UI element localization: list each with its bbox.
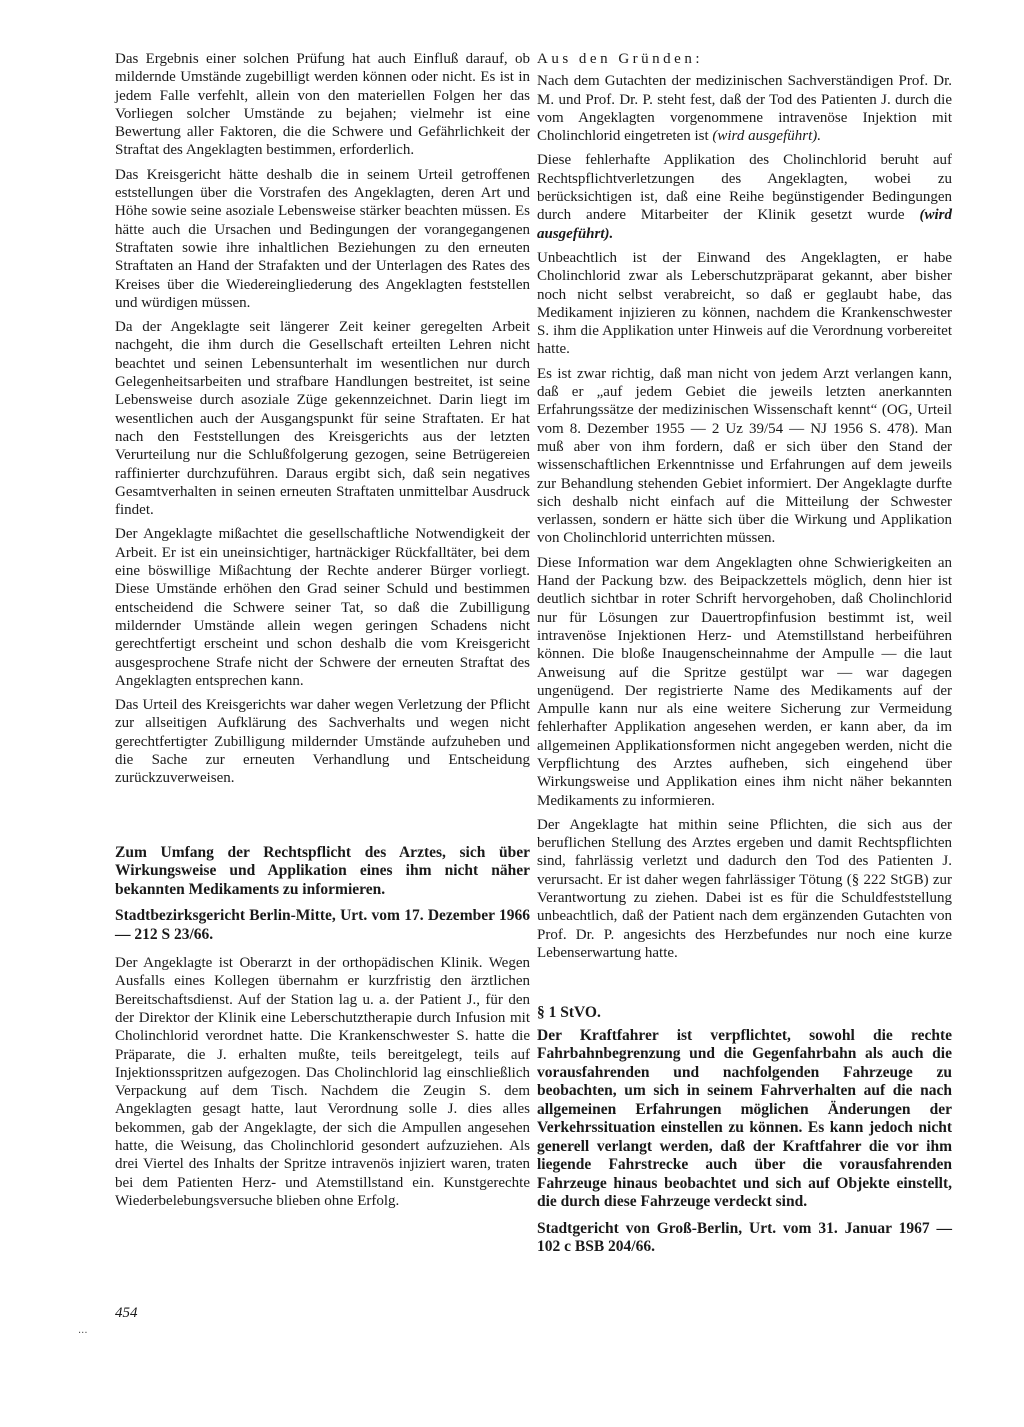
paragraph: Der Angeklagte mißachtet die gesellschaftliche Notwendigkeit der Arbeit. Er ist ein uneinsichtiger, hartnäckiger Rückfalltäter, bei dem eine böswillige Mißachtung der Rechte anderer Bürger vorliegt. Diese Umstände erhöhen den Grad seiner Schuld und bestimmen entscheidend die Schwere seiner Tat, so daß die Zubilligung mildernder Umstände allein wegen geringen Schadens nicht gerechtfertigt erscheint und schon deshalb die vom Kreisgericht ausgesprochene Strafe nicht der Schwere der erneuten Straftat des Angeklagten entsprechen kann. [115,526,530,689]
paragraph: Der Angeklagte hat mithin seine Pflichten, die sich aus der beruflichen Stellung des Arztes ergeben und damit Rechtspflichten sind, fahrlässig verletzt und dadurch den Tod des Patienten J. verursacht. Er ist daher wegen fahrlässiger Tötung (§ 222 StGB) zur Verantwortung zu ziehen. Dabei ist es für die Schuldfeststellung unbeachtlich, daß der Patient nach dem ergänzenden Gutachten von Prof. Dr. P. angesichts des Herzbefundes nur noch eine kurze Lebenserwartung hatte. [537,816,952,961]
paragraph: Das Urteil des Kreisgerichts war daher wegen Verletzung der Pflicht zur allseitigen Aufklärung des Sachverhalts und wegen nicht gerechtfertigter Zubilligung mildernder Umstände aufzuheben und die Sache zur erneuten Verhandlung und Entscheidung zurückzuverweisen. [115,697,530,787]
section-heading: Zum Umfang der Rechtspflicht des Arztes, sich über Wirkungsweise und Applikation eines ihm nicht näher bekannten Medikaments zu informieren. [115,843,530,898]
court-citation: Stadtbezirksgericht Berlin-Mitte, Urt. vom 17. Dezember 1966 — 212 S 23/66. [115,907,530,943]
paragraph: Der Angeklagte ist Oberarzt in der orthopädischen Klinik. Wegen Ausfalls eines Kollegen übernahm er kurzfristig den ärztlichen Bereitschaftsdienst. Auf der Station lag u. a. der Patient J., für den der Direktor der Klinik eine Leberschutztherapie durch Infusion mit Cholinchlorid verordnet hatte. Die Krankenschwester S. hatte die Präparate, die J. erhalten mußte, teils bereitgelegt, teils auf Injektionsspritzen aufgezogen. Das Cholinchlorid lag einschließlich Verpackung auf dem Tisch. Nachdem die Zeugin S. dem Angeklagten gesagt hatte, laut Verordnung solle J. dies alles bekommen, gab der Angeklagte, der sich die Ampullen angesehen hatte, die Weisung, das Cholinchlorid gesondert aufzuziehen. Als drei Viertel des Inhalts der Spritze intravenös injiziert waren, traten bei dem Patienten Herz- und Atemstillstand ein. Kunstgerechte Wiederbelebungsversuche blieben ohne Erfolg. [115,955,530,1209]
paragraph [537,72,952,145]
paragraph: Es ist zwar richtig, daß man nicht von jedem Arzt verlangen kann, daß er „auf jedem Gebiet die jeweils letzten anerkannten Erfahrungssätze der medizinischen Wissenschaft kennt“ (OG, Urteil vom 8. Dezember 1955 — 2 Uz 39/54 — NJ 1956 S. 478). Man muß aber von ihm fordern, daß er sich über den Stand der wissenschaftlichen Erkenntnisse und Erfahrungen auf dem jeweils zur Behandlung stehenden Gebiet informiert. Der Angeklagte durfte sich deshalb nicht einfach auf die Mitteilung der Schwester verlassen, sondern er hätte sich über die Wirkung und Applikation von Cholinchlorid unterrichten müssen. [537,365,952,547]
section-gap [537,968,952,1004]
paragraph-note: (wird ausgeführt). [537,207,952,242]
page-number: 454 [115,1305,138,1321]
section-heading: § 1 StVO. [537,1004,601,1022]
paragraph: Da der Angeklagte seit längerer Zeit keiner geregelten Arbeit nachgeht, die ihm durch die Gesellschaft erteilten Lehren nicht beachtet und seinen Lebensunterhalt im wesentlichen nur durch Gelegenheitsarbeiten und strafbare Handlungen bestreitet, ist seine Lebensweise durch asoziale Züge gekennzeichnet. Darin liegt im wesentlichen auch der Ausgangspunkt für seine Straftaten. Er hat nach den Feststellungen des Kreisgerichts aus der letzten Verurteilung nur die Schlußfolgerung gezogen, seine Betrügereien raffinierter durchzuführen. Daraus ergibt sich, daß sein negatives Gesamtverhalten in seinen erneuten Straftaten unmittelbar Ausdruck findet. [115,319,530,519]
paragraph: Das Ergebnis einer solchen Prüfung hat auch Einfluß darauf, ob mildernde Umstände zugebilligt werden können oder nicht. Es ist in jedem Falle verfehlt, allein von den materiellen Folgen her das Vorliegen solcher Umstände zu bejahen; vielmehr ist eine Bewertung aller Faktoren, die die Schwere und Gefährlichkeit der Straftat des Angeklagten bestimmen, erforderlich. [115,51,530,159]
paragraph: Unbeachtlich ist der Einwand des Angeklagten, er habe Cholinchlorid zwar als Leberschutzpräparat gekannt, aber bisher noch nicht selbst verabreicht, so daß er geglaubt habe, das Medikament injizieren zu können, nachdem die Krankenschwester S. ihm die Applikation unter Hinweis auf die Verordnung vorbereitet hatte. [537,249,952,358]
paragraph-text: Nach dem Gutachten der medizinischen Sachverständigen Prof. Dr. M. und Prof. Dr. P. steht fest, daß der Tod des Patienten J. durch die vom Angeklagten vorgenommene intravenöse Injektion mit Cholinchlorid eingetreten ist [537,73,952,145]
section-gap [115,794,530,844]
paragraph-text: Diese fehlerhafte Applikation des Cholinchlorid beruht auf Rechtspflichtverletzungen des Angeklagten, wobei zu berücksichtigen ist, daß eine Reihe begünstigender Bedingungen durch andere Mitarbeiter der Klinik gesetzt wurde [537,152,952,224]
section-label: Aus den Gründen: [537,51,703,67]
paragraph-note: (wird ausgeführt). [712,128,822,145]
court-citation: Stadtgericht von Groß-Berlin, Urt. vom 31. Januar 1967 — 102 c BSB 204/66. [537,1219,952,1256]
headnote: Der Kraftfahrer ist verpflichtet, sowohl die rechte Fahrbahnbegrenzung und die Gegenfahrbahn als auch die vorausfahrenden und nachfolgenden Fahrzeuge zu beobachten, um sich in seinem Fahrverhalten auf die nach allgemeinen Erfahrungen möglichen Änderungen der Verkehrssituation einstellen zu können. Es kann jedoch nicht generell verlangt werden, daß der Kraftfahrer die vor ihm liegende Fahrstrecke auch über die vorausfahrenden Fahrzeuge hinaus beobachtet und sich auf Objekte einstellt, die durch diese Fahrzeuge verdeckt sind. [537,1026,952,1211]
paragraph: Diese Information war dem Angeklagten ohne Schwierigkeiten an Hand der Packung bzw. des Beipackzettels möglich, denn hier ist deutlich sichtbar in roter Schrift hervorgehoben, daß Cholinchlorid nur für Lösungen zur Dauertropfinfusion bestimmt ist, weil intravenöse Injektionen Herz- und Atemstillstand herbeiführen können. Die bloße Inaugenscheinnahme der Ampulle — die laut Anweisung auf die Spritze gestülpt war — war dagegen ungenügend. Der registrierte Name des Medikaments auf der Ampulle kann nur als eine weitere Sicherung zur Vermeidung fehlerhafter Applikation angesehen werden, er kann aber, da im allgemeinen Applikationsformen nicht angegeben werden, nicht die Verpflichtung des Arztes aufheben, sich eingehend über Wirkungsweise und Applikation eines ihm nicht näher bekannten Medikaments zu informieren. [537,554,952,809]
paragraph: Das Kreisgericht hätte deshalb die in seinem Urteil getroffenen eststellungen über die Vorstrafen des Angeklagten, deren Art und Höhe sowie seine asoziale Lebensweise stärker beachten müssen. Es hätte auch die Ursachen und Bedingungen der vorangegangenen Straftaten sowie ihre inhaltlichen Beziehungen zu den erneuten Straftaten an Hand der Strafakten und der Unterlagen des Rates des Kreises über die Wiedereingliederung des Angeklagten feststellen und würdigen müssen. [115,166,530,311]
right-column [537,50,952,1265]
scan-mark: ... [78,1325,88,1336]
left-column [115,50,530,1216]
paragraph [537,151,952,242]
